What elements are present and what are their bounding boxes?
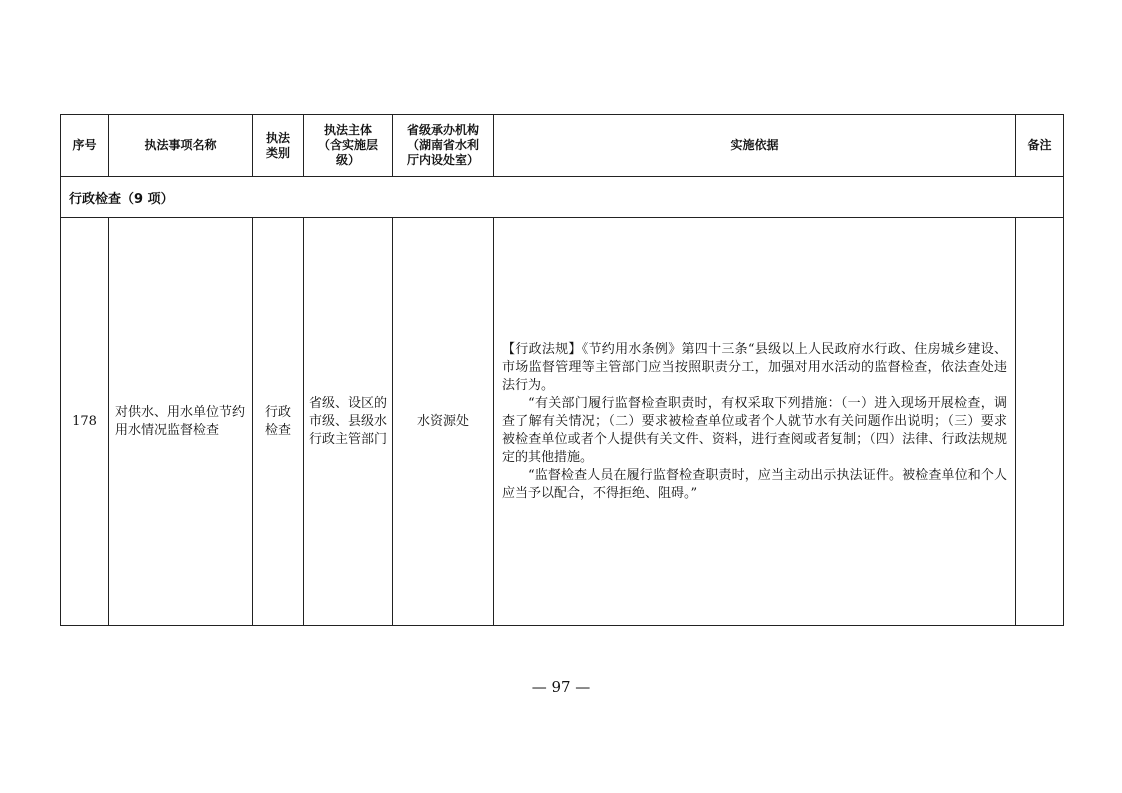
header-agency: 省级承办机构 （湖南省水利 厅内设处室） [393,115,494,177]
enforcement-table [60,114,1064,626]
cell-agency: 水资源处 [393,218,494,626]
basis-paragraph-1: 【行政法规】《节约用水条例》第四十三条“县级以上人民政府水行政、住房城乡建设、市场监督管理等主管部门应当按照职责分工，加强对用水活动的监督检查，依法查处违法行为。 [502,341,1007,393]
header-remarks: 备注 [1016,115,1064,177]
header-row [61,115,1064,177]
cell-seq: 178 [61,218,109,626]
basis-paragraph-2: “有关部门履行监督检查职责时，有权采取下列措施：（一）进入现场开展检查，调查了解有关情况；（二）要求被检查单位或者个人就节水有关问题作出说明；（三）要求被检查单位或者个人提供有关文件、资料，进行查阅或者复制；（四）法律、行政法规规定的其他措施。 [502,395,1007,465]
cell-subject: 省级、设区的市级、县级水行政主管部门 [304,218,393,626]
header-seq: 序号 [61,115,109,177]
page-number: — 97 — [531,678,591,696]
section-row [61,177,1064,218]
basis-paragraph-3: “监督检查人员在履行监督检查职责时，应当主动出示执法证件。被检查单位和个人应当予以配合，不得拒绝、阻碍。” [502,467,1007,501]
cell-remarks [1016,218,1064,626]
header-category: 执法 类别 [253,115,304,177]
header-subject: 执法主体 （含实施层 级） [304,115,393,177]
table-row [61,218,1064,626]
header-item-name: 执法事项名称 [109,115,253,177]
section-title: 行政检查（9 项） [61,177,1064,218]
cell-basis [494,218,1016,626]
header-basis: 实施依据 [494,115,1016,177]
cell-category: 行政 检查 [253,218,304,626]
cell-item-name: 对供水、用水单位节约用水情况监督检查 [109,218,253,626]
